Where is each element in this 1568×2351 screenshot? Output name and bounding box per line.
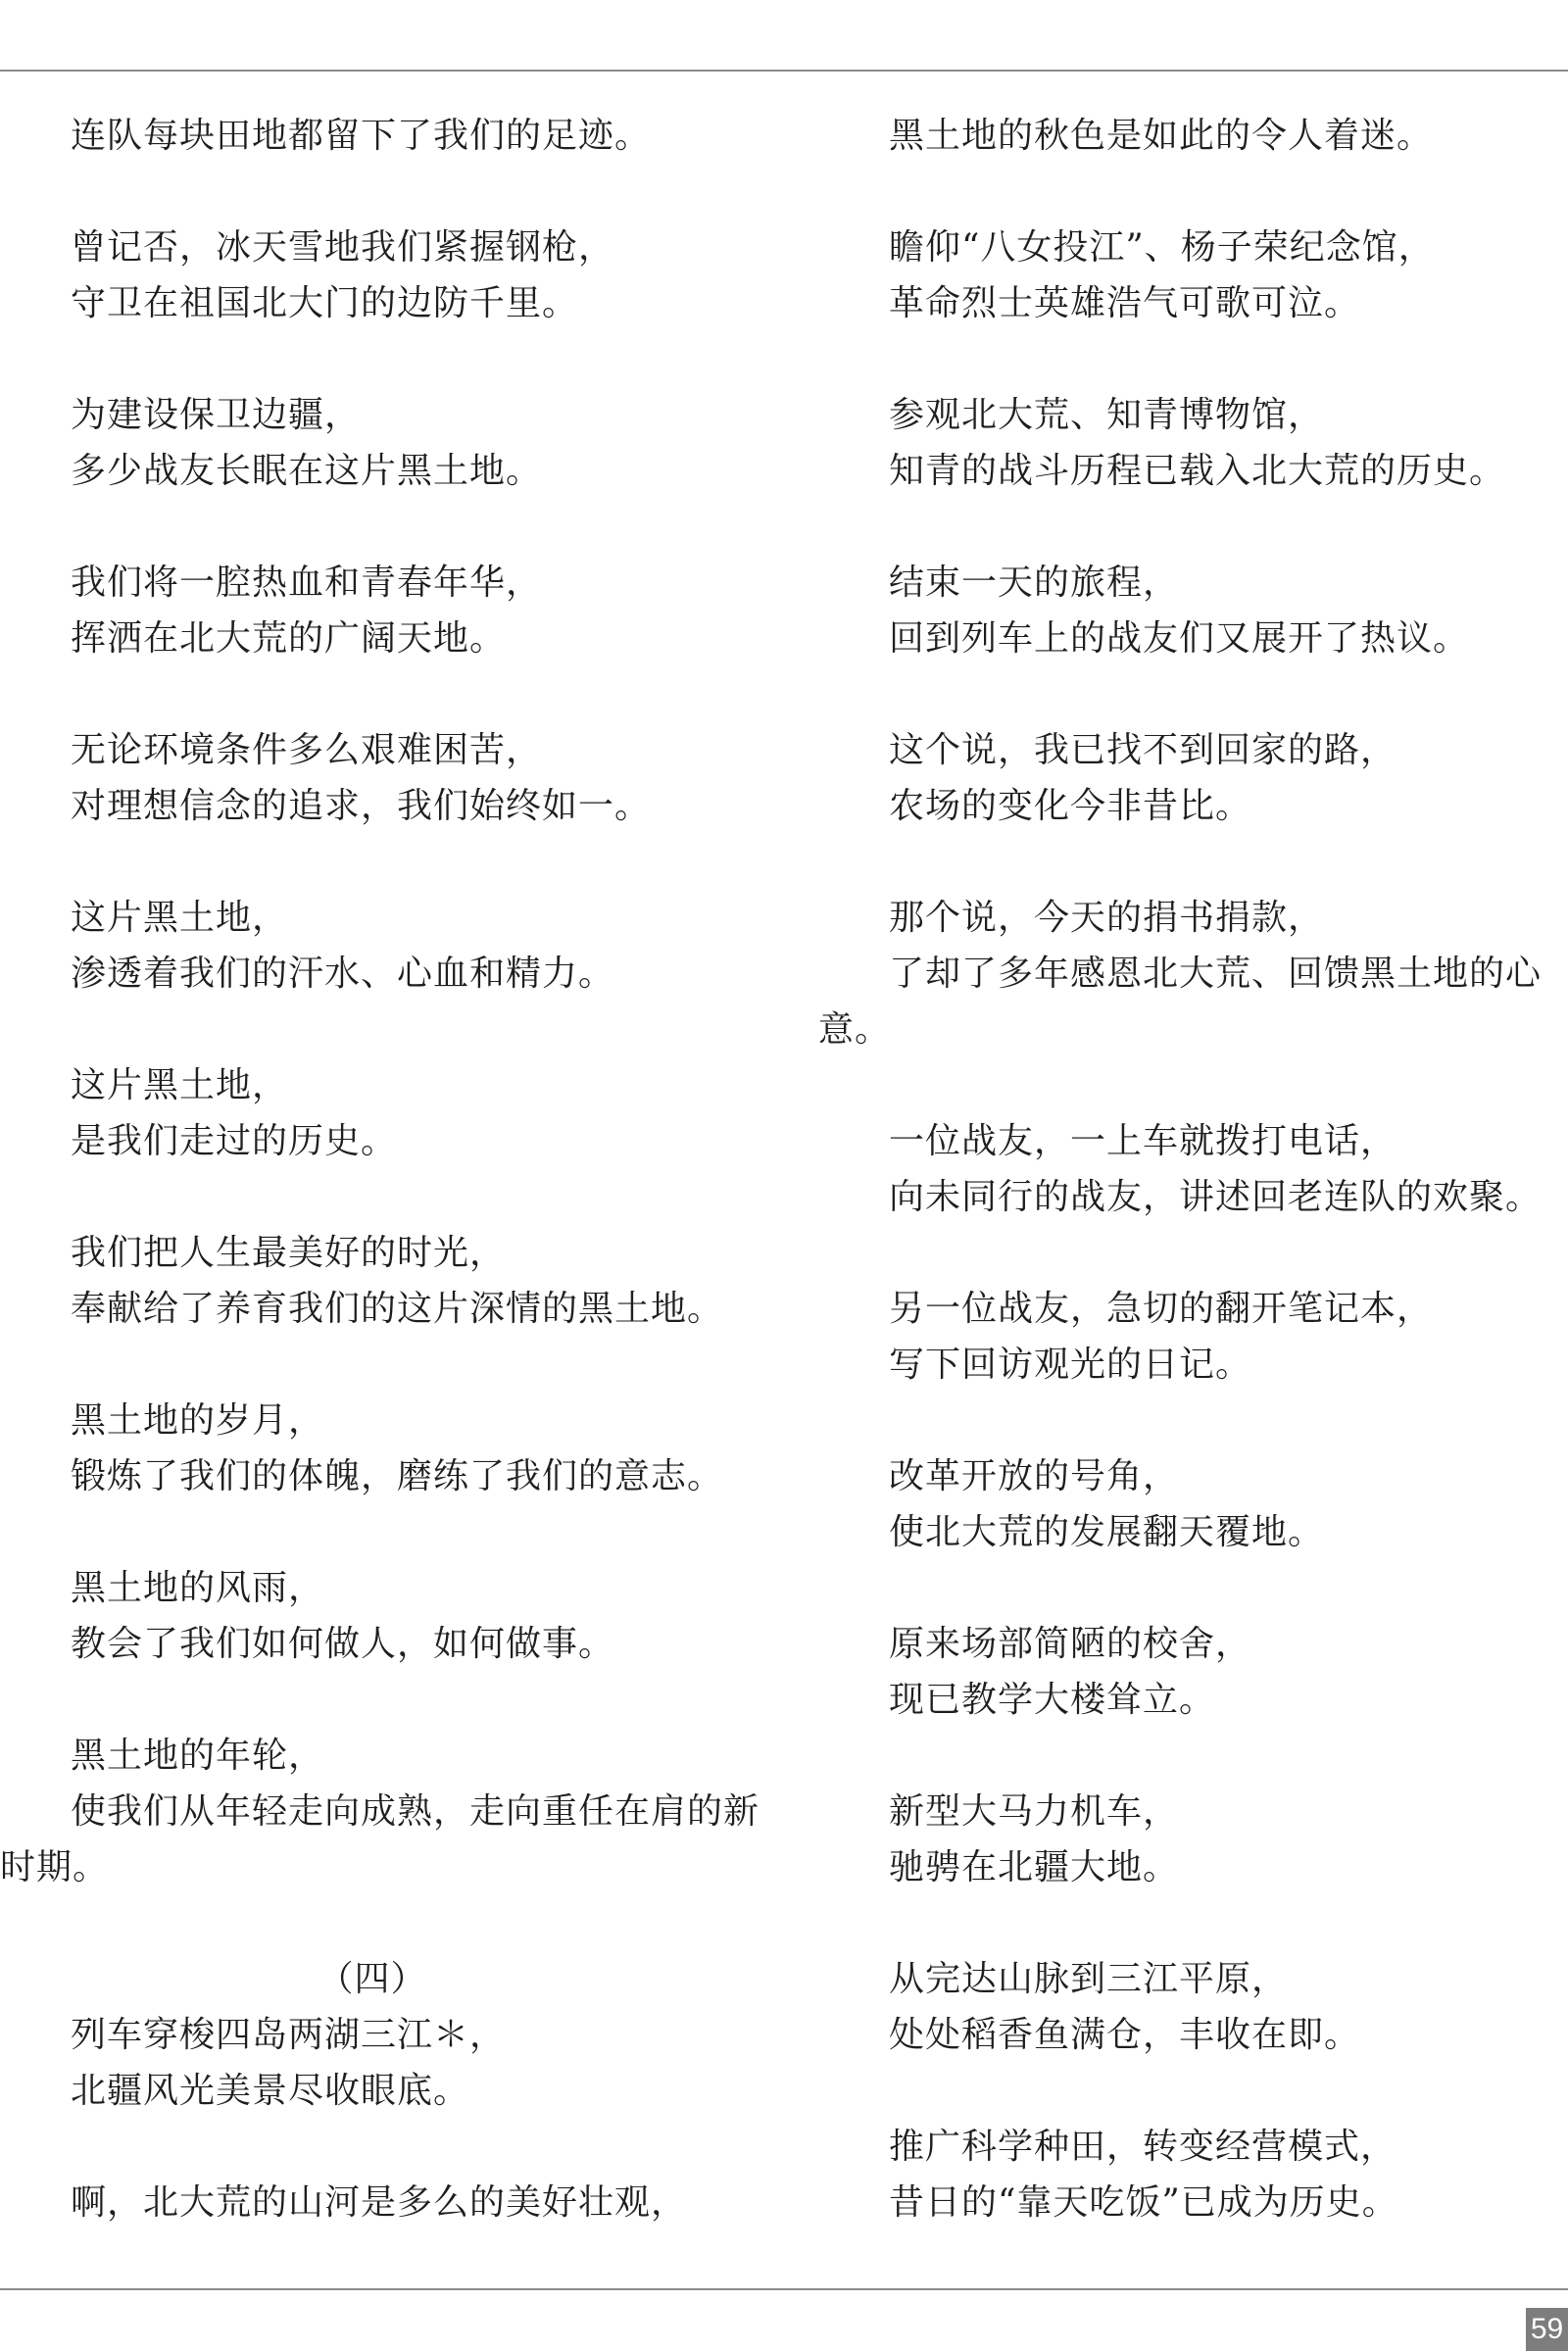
poem-line: 奉献给了养育我们的这片深情的黑土地。 (71, 1289, 724, 1329)
stanza-gap (818, 1895, 1568, 1951)
poem-line: 我们将一腔热血和青春年华， (71, 563, 543, 603)
poem-line: 锻炼了我们的体魄，磨练了我们的意志。 (71, 1456, 724, 1496)
poem-line: 原来场部简陋的校舍， (889, 1624, 1252, 1664)
poem-line: 从完达山脉到三江平原， (889, 1959, 1289, 1999)
stanza-gap (0, 331, 784, 387)
poem-line: 处处稻香鱼满仓，丰收在即。 (889, 2015, 1361, 2055)
poem-line: 这片黑土地， (71, 1065, 289, 1105)
stanza-gap (818, 2063, 1568, 2119)
page-number: 59 (1526, 2308, 1568, 2351)
poem-line: 了却了多年感恩北大荒、回馈黑土地的心 (889, 954, 1543, 994)
poem-line: 知青的战斗历程已载入北大荒的历史。 (889, 451, 1506, 491)
poem-line: 北疆风光美景尽收眼底。 (71, 2071, 470, 2111)
left-column (0, 108, 784, 2230)
stanza-gap (0, 1895, 784, 1951)
stanza-gap (0, 1672, 784, 1728)
poem-line: 革命烈士英雄浩气可歌可泣。 (889, 283, 1361, 323)
poem-line: 是我们走过的历史。 (71, 1121, 398, 1161)
stanza-gap (0, 499, 784, 555)
poem-line: 使我们从年轻走向成熟，走向重任在肩的新 (71, 1791, 760, 1832)
stanza-gap (0, 1169, 784, 1225)
stanza-gap (818, 1225, 1568, 1281)
stanza-gap (0, 1504, 784, 1560)
stanza-gap (818, 1393, 1568, 1448)
poem-line: 一位战友，一上车就拨打电话， (889, 1121, 1397, 1161)
poem-line: 多少战友长眠在这片黑土地。 (71, 451, 543, 491)
poem-line: 驰骋在北疆大地。 (889, 1847, 1180, 1887)
stanza-gap (0, 834, 784, 890)
poem-line: 渗透着我们的汗水、心血和精力。 (71, 954, 615, 994)
poem-line: 啊，北大荒的山河是多么的美好壮观， (71, 2182, 688, 2223)
poem-line: 改革开放的号角， (889, 1456, 1180, 1496)
stanza-gap (818, 666, 1568, 722)
poem-line: 参观北大荒、知青博物馆， (889, 395, 1325, 435)
poem-line: 守卫在祖国北大门的边防千里。 (71, 283, 579, 323)
poem-line: 写下回访观光的日记。 (889, 1345, 1252, 1385)
poem-line: 时期。 (0, 1847, 110, 1887)
poem-line: 这片黑土地， (71, 898, 289, 938)
poem-line: 黑土地的秋色是如此的令人着迷。 (889, 116, 1434, 156)
poem-line: 回到列车上的战友们又展开了热议。 (889, 618, 1470, 659)
poem-line: 农场的变化今非昔比。 (889, 786, 1252, 826)
poem-line: 推广科学种田，转变经营模式， (889, 2127, 1397, 2167)
stanza-gap (0, 666, 784, 722)
poem-line: 黑土地的年轮， (71, 1736, 325, 1776)
stanza-gap (0, 1337, 784, 1393)
poem-line: 教会了我们如何做人，如何做事。 (71, 1624, 615, 1664)
stanza-gap (818, 331, 1568, 387)
stanza-gap (0, 2119, 784, 2175)
stanza-gap (818, 1560, 1568, 1616)
footer-rule (0, 2288, 1568, 2290)
poem-line: 为建设保卫边疆， (71, 395, 362, 435)
poem-line: 这个说，我已找不到回家的路， (889, 730, 1397, 770)
poem-line: 挥洒在北大荒的广阔天地。 (71, 618, 507, 659)
poem-line: 曾记否，冰天雪地我们紧握钢枪， (71, 227, 615, 268)
stanza-gap (818, 499, 1568, 555)
stanza-gap (818, 1057, 1568, 1113)
poem-line: 黑土地的岁月， (71, 1400, 325, 1441)
poem-line: 使北大荒的发展翻天覆地。 (889, 1512, 1325, 1552)
stanza-gap (0, 164, 784, 220)
header-rule (0, 70, 1568, 72)
poem-line: 对理想信念的追求，我们始终如一。 (71, 786, 652, 826)
poem-line: 黑土地的风雨， (71, 1568, 325, 1608)
section-heading: （四） (318, 1959, 427, 1999)
right-column (818, 108, 1568, 2230)
poem-line: 列车穿梭四岛两湖三江＊， (71, 2015, 507, 2055)
stanza-gap (818, 164, 1568, 220)
poem-line: 新型大马力机车， (889, 1791, 1180, 1832)
poem-line: 意。 (818, 1009, 892, 1050)
stanza-gap (0, 1002, 784, 1057)
stanza-gap (818, 834, 1568, 890)
poem-line: 向未同行的战友，讲述回老连队的欢聚。 (889, 1177, 1543, 1217)
poem-line: 无论环境条件多么艰难困苦， (71, 730, 543, 770)
stanza-gap (818, 1728, 1568, 1784)
poem-line: 瞻仰“八女投江”、杨子荣纪念馆， (889, 227, 1435, 268)
poem-line: 连队每块田地都留下了我们的足迹。 (71, 116, 652, 156)
poem-line: 现已教学大楼耸立。 (889, 1680, 1216, 1720)
poem-line: 另一位战友，急切的翻开笔记本， (889, 1289, 1434, 1329)
poem-line: 结束一天的旅程， (889, 563, 1180, 603)
poem-line: 那个说，今天的捐书捐款， (889, 898, 1325, 938)
poem-line: 我们把人生最美好的时光， (71, 1233, 507, 1273)
poem-line: 昔日的“靠天吃饭”已成为历史。 (889, 2182, 1398, 2223)
